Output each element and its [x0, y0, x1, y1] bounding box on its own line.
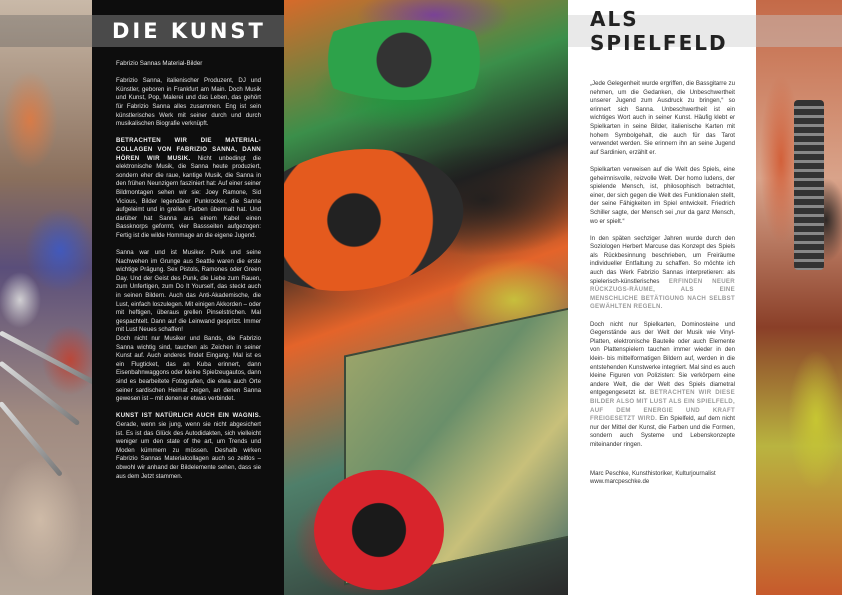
article-body-right [590, 80, 735, 495]
paragraph-lead-caps: BETRACHTEN WIR DIE MATERIAL-COLLAGEN VON FABRIZIO SANNA, DANN HÖREN WIR MUSIK. [116, 137, 261, 162]
author-website: www.marcpeschke.de [590, 478, 650, 486]
paragraph: Sanna war und ist Musiker. Punk und seine Nachwehen im Grunge aus Seattle waren die erste wichtige Prägung. Sex Pistols, Ramones oder Green Day. Und der Geist des Punk, die Liebe zum Rauen, zum Unfertigen, zum Do It Yourself, das steckt auch in seinen Bildern. Auch das Anti-Akademische, die Lust, einfach loszulegen. Mit einigen Akkorden – oder mit heftigen, überaus grellen Pinselstrichen. Mal gespachtelt. Dann auf die Leinwand gespritzt. Immer mit Lust Neues schaffen! [116, 249, 261, 334]
tower-figure-artwork [794, 100, 824, 270]
paragraph: Fabrizio Sanna, italienischer Produzent, DJ und Künstler, geboren in Frankfurt am Main. Doch Musik und Kunst, Pop, Malerei und das Leben, das gehört für Fabrizio Sanna alles zusammen. Eng ist sein künstlerisches Werk mit seiner durch und durch musikalischen Biografie verknüpft. [116, 77, 261, 128]
paragraph [590, 235, 735, 312]
red-knob-artwork [314, 470, 444, 590]
author-credit: Marc Peschke, Kunsthistoriker, Kulturjournalist [590, 469, 716, 477]
article-body-left [116, 60, 261, 490]
page-title-right: ALS SPIELFELD [568, 15, 756, 47]
page-title-left: DIE KUNST [92, 15, 284, 47]
artwork-center-strip [284, 0, 568, 595]
paragraph-text: In den späten sechziger Jahren wurde durch den Soziologen Herbert Marcuse das Konzept des Spiels als Rückbesinnung beschrieben, um Freiräume individueller Entfaltung zu schaffen. So möchte ich auch das Werk Fabrizio Sannas interpretieren: als spielerisch-künstlerisches [590, 234, 735, 285]
painted-disc-artwork [304, 20, 504, 100]
title-bar-extension-left [0, 15, 92, 47]
author-signature [590, 470, 735, 487]
paragraph [590, 321, 735, 450]
title-bar-extension-right [756, 15, 842, 47]
paragraph [116, 137, 261, 240]
paragraph-highlight-caps: BETRACHTEN WIR DIESE BILDER ALSO MIT LUST ALS EIN SPIELFELD, AUF DEM ENERGIE UND KRAFT FREIGESETZT WIRD. [590, 389, 735, 423]
paragraph-text: Ein Spielfeld, auf dem nicht nur der Mittel der Kunst, die Farben und die Formen, sondern auch Systeme und Lebenskonzepte miteinander ringen. [590, 415, 735, 448]
paragraph-highlight-caps: ERFINDEN NEUER RÜCKZUGS-RÄUME, ALS EINE MENSCHLICHE BETÄTIGUNG NACH SELBST GEWÄHLTEN REGELN. [590, 277, 735, 311]
paragraph: Doch nicht nur Musiker und Bands, die Fabrizio Sanna wichtig sind, tauchen als Zeichen in seiner Kunst auf. Auch anderes findet Eingang. Mal ist es ein Flugticket, das an Kuba erinnert, dann Eisenbahnwaggons oder kleine Spielzeugautos, dann sind es bearbeitete Fotografien, die etwa auch Orte seiner sardischen Heimat zeigen, an denen Sanna gewesen ist – mit denen er etwas verbindet. [116, 335, 262, 403]
artwork-right-strip [756, 0, 842, 595]
paragraph-text: Doch nicht nur Spielkarten, Dominosteine und Gegenstände aus der Welt der Musik wie Vinyl-Platten, elektronische Bauteile oder auch Elemente von Plattenspielern tauchen immer wieder in den klein- bis mittelformatigen Bildern auf, werden in die entstehenden Kunstwerke integriert. Mal sind es auch kleine Figuren von Polizisten: Sie verkörpern eine andere Welt, die der Welt des Spiels diametral entgegengesetzt ist. [590, 320, 735, 397]
article-subhead: Fabrizio Sannas Material-Bilder [116, 60, 203, 67]
paragraph: „Jede Gelegenheit wurde ergriffen, die Bassgitarre zu nehmen, um die Gedanken, die Unbeschwertheit unserer Jugend zum Ausdruck zu bringen,“ so erinnert sich Sanna. Unbeschwertheit ist ein wichtiges Wort auch in seiner Kunst. Häufig klebt er Spielkarten in seine Bilder, italienische Karten mit hohem Symbolgehalt, die auch für das Tarot verwendet werden. Sie erinnern ihn an seine Jugend auf Sardinien, erzählt er. [590, 80, 735, 156]
cable-artwork [0, 401, 63, 477]
paragraph [116, 412, 261, 481]
paragraph-text: Nicht unbedingt die elektronische Musik, die Sanna heute produziert, sondern eher die raue, kantige Musik, die Sanna in den frühen Neunzigern fasziniert hat: Auf einer seiner Bildmontagen sehen wir sie: Joey Ramone, Sid Vicious, Bilder legendärer Punkrocker, die Sanna aufgeleimt und in grellen Farben übermalt hat. Und darüber hat Sanna aus einem Kabel einen Bassknorps geformt, vier Bassseiten aufgezogen: Fertig ist die wilde Hommage an die eigene Jugend. [116, 154, 261, 239]
paragraph-text: Gerade, wenn sie jung, wenn sie nicht abgesichert ist. Es ist das Glück des Autodidakten, sich vielleicht weniger um den state of the art, um Trends und Moden kümmern zu müssen. Deshalb wirken Fabrizio Sannas Materialcollagen auch so zeitlos – obwohl wir anhand der Bildelemente sehen, dass sie aus dem Jetzt stammen. [116, 420, 261, 480]
paragraph: Spielkarten verweisen auf die Welt des Spiels, eine geheimnisvolle, reizvolle Welt. Der homo ludens, der spielende Mensch, ist, philosophisch betrachtet, einer, der sich gegen die Welt des Funktionalen stellt, der seine Fähigkeiten im Spiel entwickelt. Friedrich Schiller sagte, der Mensch sei „nur da ganz Mensch, wo er spielt.“ [590, 165, 735, 225]
artwork-left-strip [0, 0, 92, 595]
paragraph-lead-caps: KUNST IST NATÜRLICH AUCH EIN WAGNIS. [116, 412, 261, 420]
